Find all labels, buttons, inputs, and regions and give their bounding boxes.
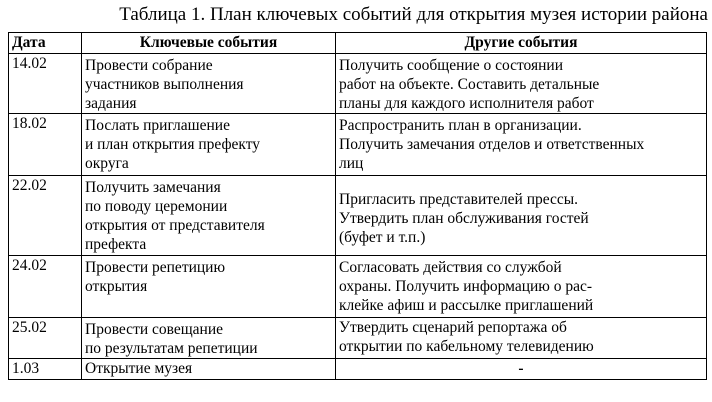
- date-cell: 14.02: [9, 54, 82, 114]
- other-event-cell: Согласовать действия со службой охраны. Получить информацию о рас- клейке афиш и рассылке приглашений: [336, 256, 707, 318]
- table-row: [9, 256, 707, 318]
- other-event-cell: Утвердить сценарий репортажа об открытии по кабельному телевидению: [336, 318, 707, 359]
- date-cell: 24.02: [9, 256, 82, 318]
- header-date: Дата: [9, 33, 82, 54]
- other-event-cell: -: [336, 359, 707, 380]
- date-cell: 1.03: [9, 359, 82, 380]
- date-cell: 22.02: [9, 176, 82, 256]
- table-row: [9, 359, 707, 380]
- other-event-cell: Распространить план в организации. Получить замечания отделов и ответственных лиц: [336, 114, 707, 176]
- key-event-cell: Получить замечания по поводу церемонии открытия от представителя префекта: [82, 176, 336, 256]
- key-event-cell: Провести собрание участников выполнения задания: [82, 54, 336, 114]
- table-row: [9, 176, 707, 256]
- other-event-cell: Получить сообщение о состоянии работ на объекте. Составить детальные планы для каждого исполнителя работ: [336, 54, 707, 114]
- other-event-cell: Пригласить представителей прессы. Утвердить план обслуживания гостей (буфет и т.п.): [336, 176, 707, 256]
- key-event-cell: Провести совещание по результатам репетиции: [82, 318, 336, 359]
- table-row: [9, 54, 707, 114]
- date-cell: 18.02: [9, 114, 82, 176]
- key-event-cell: Послать приглашение и план открытия префекту округа: [82, 114, 336, 176]
- key-event-cell: Провести репетицию открытия: [82, 256, 336, 318]
- header-other-events: Другие события: [336, 33, 707, 54]
- date-cell: 25.02: [9, 318, 82, 359]
- table-row: [9, 114, 707, 176]
- key-event-cell: Открытие музея: [82, 359, 336, 380]
- events-table: [8, 32, 707, 380]
- table-row: [9, 318, 707, 359]
- header-row: [9, 33, 707, 54]
- header-key-events: Ключевые события: [82, 33, 336, 54]
- table-caption: Таблица 1. План ключевых событий для открытия музея истории района: [119, 4, 708, 25]
